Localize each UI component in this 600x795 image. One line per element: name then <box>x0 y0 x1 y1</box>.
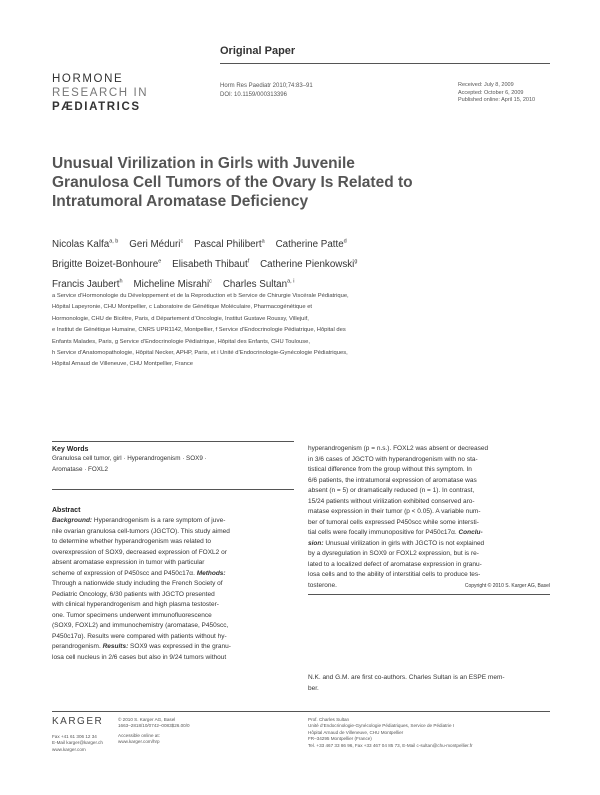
abstract-line: with clinical hyperandrogenism and high plasma testoster- <box>52 601 219 608</box>
affiliation-line: Hôpital Arnaud de Villeneuve, CHU Montpellier, France <box>52 361 194 368</box>
license-info <box>118 717 190 746</box>
abstract-line: nile ovarian granulosa cell-tumors (JGCTO). This study aimed <box>52 527 230 535</box>
abstract-right <box>308 444 550 591</box>
keywords-bottom-rule <box>52 489 294 490</box>
keywords-section <box>52 446 294 476</box>
affiliation-line: Hormonologie, CHU de Bicêtre, Paris, d Département d’Oncologie, Institut Gustave Roussy, Villejuif, <box>52 315 309 322</box>
abstract-line: one. Tumor specimens underwent immunofluorescence <box>52 611 212 619</box>
author: Elisabeth Thibaut$^f$ <box>172 258 250 271</box>
keywords-line: Aromatase · FOXL2 <box>52 466 108 474</box>
note-line: N.K. and G.M. are first co-authors. Charles Sultan is an ESPE mem- <box>308 674 505 681</box>
correspondence <box>308 717 473 749</box>
access-label: Accessible online at: <box>118 732 160 738</box>
abstract-line: absent (n = 5) or dramatically reduced (n = 1). In contrast, <box>308 487 475 494</box>
author: Charles Sultan$^{a, i}$ <box>222 278 295 290</box>
access-url[interactable]: www.karger.com/hrp <box>118 739 160 745</box>
doi[interactable]: DOI: 10.1159/000313396 <box>220 92 287 98</box>
author: Nicolas Kalfa$^{a, b}$ <box>52 239 119 251</box>
abstract-line: to determine whether hyperandrogenism was related to <box>52 538 211 545</box>
author: Catherine Patte$^d$ <box>275 239 347 251</box>
journal-name-line3: PÆDIATRICS <box>52 101 141 113</box>
author: Pascal Philibert$^a$ <box>194 239 265 251</box>
author-row <box>52 234 552 254</box>
publisher-web[interactable]: www.karger.com <box>52 746 86 752</box>
abstract-left <box>52 507 294 663</box>
author: Brigitte Boizet-Bonhoure$^e$ <box>52 258 162 271</box>
abstract-heading: Abstract <box>52 507 81 514</box>
article-title <box>52 154 432 211</box>
abstract-line: overexpression of SOX9, decreased expression of FOXL2 or <box>52 548 227 556</box>
footer-issn: 1663–2818/10/0742–0083$26.00/0 <box>118 723 190 729</box>
author-list <box>52 234 552 293</box>
title-line: Granulosa Cell Tumors of the Ovary Is Related to <box>52 174 413 191</box>
journal-name-line2: RESEARCH IN <box>52 87 149 99</box>
affiliation-line: Hôpital Lapeyronie, CHU Montpellier, c Laboratoire de Génétique Moléculaire, Pharmacogénétique et <box>52 304 313 311</box>
abstract-line: matase expression in their tumor (p < 0.05). A variable num- <box>308 508 481 515</box>
footer-copyright: © 2010 S. Karger AG, Basel <box>118 717 176 722</box>
author: Micheline Misrahi$^c$ <box>133 278 212 290</box>
abstract-line: tistical difference from the group without this symptom. In <box>308 466 472 473</box>
date-accepted: Accepted: October 6, 2009 <box>458 89 524 96</box>
author: Catherine Pienkowski$^g$ <box>260 258 358 271</box>
author-row <box>52 254 552 274</box>
abstract-line: Through a nationwide study including the French Society of <box>52 580 223 587</box>
keywords-heading: Key Words <box>52 446 89 453</box>
journal-name-line1: HORMONE <box>52 73 124 85</box>
paper-type: Original Paper <box>220 45 296 57</box>
abstract-line: hyperandrogenism (p = n.s.). FOXL2 was absent or decreased <box>308 445 489 452</box>
corr-line: Unité d’Endocrinologie-Gynécologie Pédiatriques, Service de Pédiatrie I <box>308 723 455 729</box>
abstract-line: tial cells were focally immunopositive for P450c17α. Conclu- <box>308 529 483 536</box>
footer-rule <box>52 711 550 712</box>
citation-block <box>220 82 313 100</box>
abstract-line: Background: Hyperandrogenism is a rare symptom of juve- <box>52 517 226 524</box>
abstract-line: (SOX9, FOXL2) and immunochemistry (aromatase, P450scc, <box>52 622 229 629</box>
corr-line: Tel. +33 467 33 86 96, Fax +33 467 04 85 73, E-Mail c-sultan@chu-montpellier.fr <box>308 742 473 748</box>
keywords-top-rule <box>52 441 294 442</box>
corr-line: Prof. Charles Sultan <box>308 717 350 722</box>
affiliation-line: Enfants Malades, Paris, g Service d’Endocrinologie Pédiatrique, Hôpital des Enfants, CHU Toulouse, <box>52 338 310 345</box>
date-published: Published online: April 15, 2010 <box>458 97 536 103</box>
abstract-line: absent aromatase expression in tumor with particular <box>52 559 205 566</box>
copyright-notice: Copyright © 2010 S. Karger AG, Basel <box>464 582 550 589</box>
abstract-line: tosterone. Copyright © 2010 S. Karger AG, Basel <box>308 581 550 592</box>
corr-line: Hôpital Arnaud de Villeneuve, CHU Montpellier <box>308 729 404 735</box>
abstract-line: by a dysregulation in SOX9 or FOXL2 expression, but is re- <box>308 550 479 557</box>
author: Francis Jaubert$^h$ <box>52 278 123 290</box>
author: Geri Méduri$^c$ <box>129 239 184 251</box>
publisher-contact <box>52 734 103 753</box>
abstract-line: sion: Unusual virilization in girls with JGCTO is not explained <box>308 539 485 547</box>
abstract-line: scheme of expression of P450scc and P450c17α. Methods: <box>52 569 226 577</box>
title-line: Unusual Virilization in Girls with Juvenile <box>52 155 355 172</box>
abstract-line: 15/24 patients without virilization exhibited conserved aro- <box>308 497 475 505</box>
abstract-line: Pediatric Oncology, 6/30 patients with JGCTO presented <box>52 590 215 598</box>
abstract-line: lated to a localized defect of aromatase expression in granu- <box>308 560 482 568</box>
journal-logo <box>52 72 148 114</box>
keywords-line: Granulosa cell tumor, girl · Hyperandrogenism · SOX9 · <box>52 455 207 462</box>
affiliation-line: h Service d’Anatomopathologie, Hôpital Necker, APHP, Paris, et i Unité d’Endocrinologie-Gynécologie Pédiatriques, <box>52 350 348 357</box>
note-line: ber. <box>308 684 319 692</box>
abstract-line: 6/6 patients, the intratumoral expression of aromatase was <box>308 476 477 484</box>
abstract-line: ber of tumoral cells expressed P450scc while some intersti- <box>308 518 479 526</box>
publisher-logo: KARGER <box>52 716 104 727</box>
coauthor-note <box>308 673 550 694</box>
abstract-line: perandrogenism. Results: SOX9 was expressed in the granu- <box>52 643 231 650</box>
affiliation-line: e Institut de Génétique Humaine, CNRS UPR1142, Montpellier, f Service d’Endocrinologie Pédiatrique, Hôpital des <box>52 327 346 334</box>
abstract-line: P450c17α). Results were compared with patients without hy- <box>52 632 227 640</box>
affiliation-line: a Service d’Hormonologie du Développement et de la Reproduction et b Service de Chirurgie Viscérale Pédiatrique, <box>52 293 349 299</box>
abstract-line: in 3/6 cases of JGCTO with hyperandrogenism with no sta- <box>308 455 478 463</box>
title-line: Intratumoral Aromatase Deficiency <box>52 193 309 210</box>
dates-block <box>458 82 535 105</box>
affiliations <box>52 291 512 371</box>
publisher-fax: Fax +41 61 306 12 34 <box>52 734 97 739</box>
header-rule <box>220 63 550 64</box>
date-received: Received: July 8, 2009 <box>458 82 514 88</box>
corr-line: FR–34295 Montpellier (France) <box>308 736 372 742</box>
publisher-email[interactable]: E-Mail karger@karger.ch <box>52 740 103 746</box>
abstract-line: losa cell nucleus in 2/6 cases but also in 9/24 tumors without <box>52 653 227 661</box>
citation: Horm Res Paediatr 2010;74:83–91 <box>220 83 313 89</box>
abstract-bottom-rule <box>308 594 550 595</box>
abstract-line: losa cells and to the ability of interstitial cells to produce tes- <box>308 571 481 578</box>
